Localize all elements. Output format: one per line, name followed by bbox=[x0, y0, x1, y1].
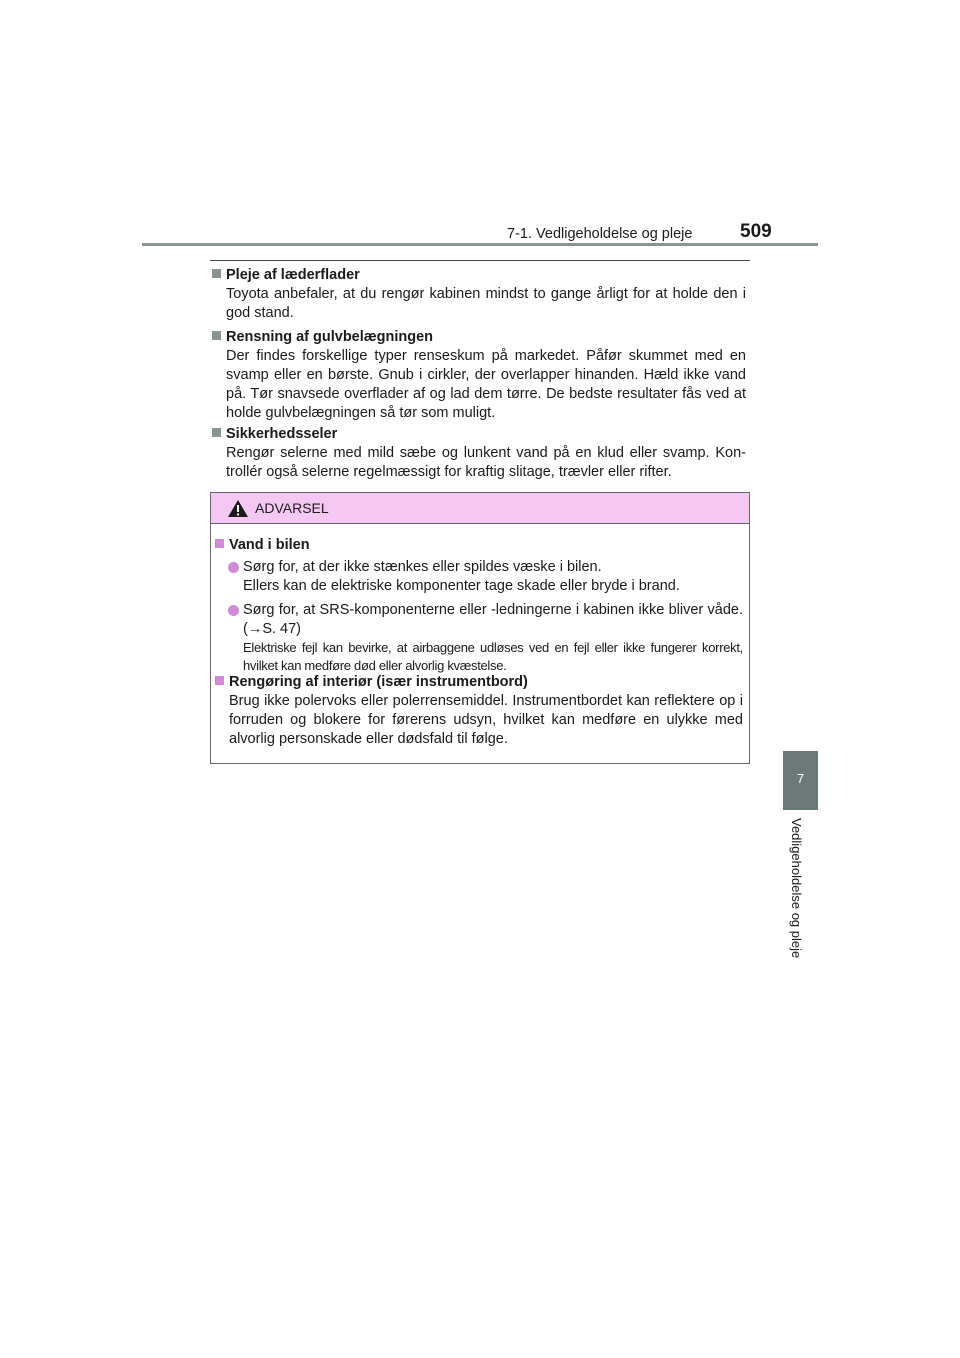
section-title bbox=[212, 425, 746, 444]
warning-triangle-icon bbox=[227, 499, 249, 518]
section-title-text: Rensning af gulvbelægningen bbox=[226, 329, 434, 345]
section-leather-care bbox=[212, 266, 746, 323]
side-tab-number: 7 bbox=[796, 771, 805, 786]
warning-section-water bbox=[215, 536, 743, 675]
warning-label: ADVARSEL bbox=[255, 500, 329, 516]
content-rule bbox=[210, 260, 750, 261]
bullet-main-text: Sørg for, at der ikke stænkes eller spildes væske i bilen. bbox=[243, 559, 602, 575]
side-tab[interactable] bbox=[783, 751, 818, 810]
side-tab-label: Vedligeholdelse og pleje bbox=[789, 818, 804, 959]
section-floor-cleaning bbox=[212, 328, 746, 423]
square-bullet-icon bbox=[215, 676, 224, 685]
warning-section-title-text: Rengøring af interiør (især instrumentbord) bbox=[229, 674, 528, 690]
square-bullet-icon bbox=[212, 269, 221, 278]
section-title bbox=[212, 266, 746, 285]
warning-box bbox=[210, 492, 750, 764]
circle-bullet-icon bbox=[228, 562, 239, 573]
bullet-main-text: Sørg for, at SRS-komponenterne eller -ledningerne i kabinen ikke bliver våde. (→S. 47) bbox=[243, 602, 743, 637]
square-bullet-icon bbox=[215, 539, 224, 548]
section-body: Toyota anbefaler, at du rengør kabinen mindst to gange årligt for at holde den i god stand. bbox=[226, 286, 746, 321]
section-body: Der findes forskellige typer renseskum på markedet. Påfør skummet med en svamp eller en børste. Gnub i cirkler, der overlapper hinanden. Hæld ikke vand på. Tør snavsede overflader af og lad dem tørre. De bedste resultater fås ved at holde gulvbelægningen så tør som muligt. bbox=[226, 348, 746, 421]
warning-section-interior bbox=[215, 673, 743, 749]
warning-bullet bbox=[215, 601, 743, 675]
square-bullet-icon bbox=[212, 428, 221, 437]
bullet-extra-text: Elektriske fejl kan bevirke, at airbaggene udløses ved en fejl eller ikke fungerer korrekt, hvilket kan medføre død eller alvorlig kvæstelse. bbox=[243, 640, 743, 673]
bullet-extra-text: Ellers kan de elektriske komponenter tage skade eller bryde i brand. bbox=[243, 578, 680, 594]
warning-bullet bbox=[215, 558, 743, 596]
circle-bullet-icon bbox=[228, 605, 239, 616]
page-number: 509 bbox=[740, 221, 772, 242]
section-title-text: Sikkerhedsseler bbox=[226, 426, 338, 442]
header-rule bbox=[142, 243, 818, 246]
section-seatbelts bbox=[212, 425, 746, 482]
warning-section-title-text: Vand i bilen bbox=[229, 537, 310, 553]
section-title bbox=[212, 328, 746, 347]
warning-section-body: Brug ikke polervoks eller polerrensemiddel. Instrumentbordet kan reflektere op i forruden og blokere for førerens udsyn, hvilket kan medføre en ulykke med alvorlig personskade eller dødsfald til følge. bbox=[229, 693, 743, 747]
square-bullet-icon bbox=[212, 331, 221, 340]
warning-header bbox=[211, 493, 749, 524]
section-body: Rengør selerne med mild sæbe og lunkent vand på en klud eller svamp. Kon-trollér også selerne regelmæssigt for kraftig slitage, trævler eller rifter. bbox=[226, 445, 746, 480]
warning-section-title bbox=[215, 673, 743, 692]
section-title-text: Pleje af læderflader bbox=[226, 267, 360, 283]
warning-section-title bbox=[215, 536, 743, 555]
header-title: 7-1. Vedligeholdelse og pleje bbox=[507, 226, 693, 242]
